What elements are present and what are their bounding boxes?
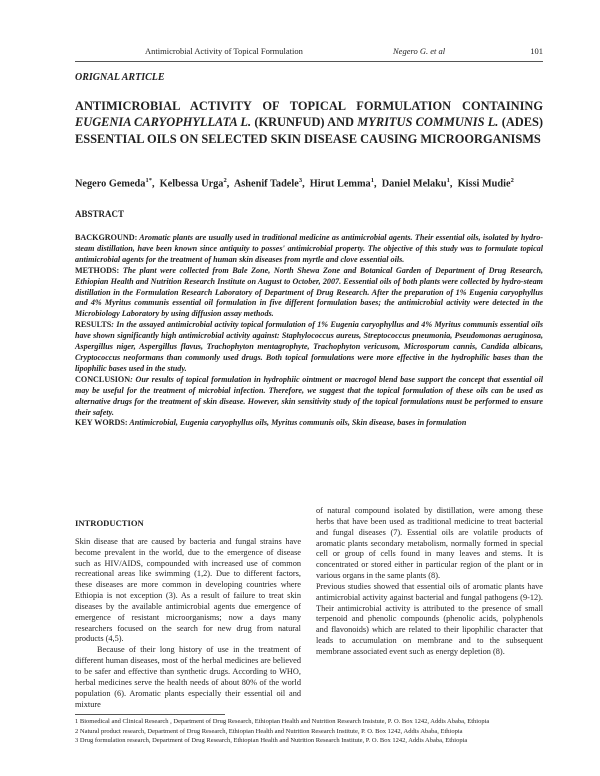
abstract-conclusion: CONCLUSION: Our results of topical formulation in hydrophiic ointment or macrogol blend base support the concept that essential oil may be useful for the treatment of microbial infection. Therefore, we suggest that the topical formulation of these oils can be used as alternative drugs for the treatment of skin disease. However, skin sensitivity study of the topical formulations must be performed to ensure their safety.: [75, 374, 543, 417]
abstract-methods: METHODS: The plant were collected from Bale Zone, North Shewa Zone and Botanical Garden of Department of Drug Research, Ethiopian Health and Nutrition Research Institute on August to October, 2007. Eessential oils of both plants were collected by hydro-steam distillation in the Formulation Research Laboratory of Department of Drug Research. After the preparation of 1% Eugenia caryophyllus and 4% Myritus communis essential oil formulation in five different formulation bases; the antimicrobial activity were detected in the Microbiology Laboratory by using diffusion assay methods.: [75, 265, 543, 319]
paragraph: of natural compound isolated by distillation, were among these herbs that have been used as traditional medicine to treat bacterial and fungal diseases (7). Essential oils are volatile products of aromatic plants secondary metabolism, normally formed in special cell or group of cells found in many leaves and stems. It is concentrated or stored either in particular region of the plant or in various organs in the same plants (8).: [316, 506, 543, 581]
author-list: Negero Gemeda$^{1*}$, Kelbessa Urga$^2$, Ashenif Tadele$^3$, Hirut Lemma$^1$, Daniel Melaku$^1$, Kissi Mudie$^2$: [75, 177, 514, 190]
author: Kelbessa Urga: [159, 178, 224, 190]
footnote: 1 Biomedical and Clinical Research , Department of Drug Research, Ethiopian Health and Nutrition Research Insistute, P. O. Box 1242, Addis Ababa, Ethiopia: [75, 718, 490, 725]
paragraph: Because of their long history of use in the treatment of different human diseases, most of the herbal medicines are believed to be safer and effective than synthetic drugs. According to WHO, herbal medicines serve the health needs of about 80% of the world population (6). Aromatic plants especially their essential oil and mixture: [75, 645, 301, 709]
paper-title: ANTIMICROBIAL ACTIVITY OF TOPICAL FORMULATION CONTAINING EUGENIA CARYOPHYLLATA L. (KRUNFUD) AND MYRITUS COMMUNIS L. (ADES) ESSENTIAL OILS ON SELECTED SKIN DISEASE CAUSING MICROORGANISMS: [75, 99, 544, 146]
body-column-right: [316, 506, 543, 658]
footnote: 2 Natural product research, Department of Drug Research, Ethiopian Health and Nutrition Research Institute, P. O. Box 1242, Addis Ababa, Ethiopia: [75, 727, 463, 735]
abstract: [75, 233, 543, 429]
author: Ashenif Tadele: [233, 178, 299, 190]
running-authors: Negero G. et al: [393, 46, 446, 56]
running-header: [75, 46, 543, 60]
paragraph: Previous studies showed that essential oils of aromatic plants have antimicrobial activity against bacterial and fungal pathogens (9-12). Their antimicrobial activity is attributed to the presence of small terpenoid and phenolic compounds (phenolic acids, polyphenols and flavonoids) which are related to their lipophilic character that leads to accumulation on membrane and to the subsequent membrane associated event such as energy depletion (8).: [316, 581, 543, 656]
footnote: 3 Drug formulation research, Department of Drug Research, Ethiopian Health and Nutrition Research Institute, P. O. Box 1242, Addis Ababa, Ethiopia: [75, 737, 468, 745]
abstract-results: RESULTS: In the assayed antimicrobial activity topical formulation of 1% Eugenia caryophyllus and 4% Myritus communis essential oils have shown significantly high antimicrobial activity against: Staphylococcus aureus, Streptococcus pneumonia, Pseudomonas aeruginosa, Aspergillus niger, Aspergillus flavus, Trachophyton mentagrophyte, Trachophyton vericusom, Microsporum cannis, Candida albicans, Cryptococcus neoformans than commonly used drugs. Both topical formulations were more effective in the hydrophilic bases than the lipophilic bases used in the study.: [75, 320, 543, 373]
footnote-rule: [75, 714, 225, 715]
running-title: Antimicrobial Activity of Topical Formulation: [145, 46, 303, 56]
page-number: 101: [530, 46, 543, 56]
paragraph: Skin disease that are caused by bacteria and fungal strains have become prevalent in the world, due to the emergence of disease such as HIV/AIDS, compounded with increased use of common recreational areas like swimming (1,2). Due to different factors, these diseases are more common in developing countries where Ethiopia is not exception (3). As a result of failure to treat skin diseases by the available antimicrobial agents due emergence of emergence of resistant microorganisms; now a days many researchers focused on the search for new drug from natural products (4,5).: [75, 536, 301, 644]
abstract-heading: ABSTRACT: [75, 209, 125, 219]
introduction-heading: INTRODUCTION: [75, 518, 144, 528]
header-rule: [75, 61, 543, 62]
article-type: ORIGNAL ARTICLE: [75, 72, 165, 83]
body-column-left: [75, 518, 301, 710]
author: Kissi Mudie: [457, 178, 511, 190]
footnotes: [75, 717, 545, 746]
abstract-keywords: KEY WORDS: Antimicrobial, Eugenia caryophyllus oils, Myritus communis oils, Skin disease, bases in formulation: [75, 418, 467, 428]
author: Daniel Melaku: [381, 178, 447, 190]
author: Negero Gemeda: [75, 178, 146, 190]
author: Hirut Lemma: [309, 178, 371, 190]
abstract-background: BACKGROUND: Aromatic plants are usually used in traditional medicine as antimicrobial agents. Their essential oils, isolated by hydro-steam distillation, have been known since antiquity to posses' antimicrobial property. The objective of this study was to formulate topical antimicrobial agents for the treatment of human skin diseases from myrtle and clove essential oils.: [75, 233, 543, 264]
